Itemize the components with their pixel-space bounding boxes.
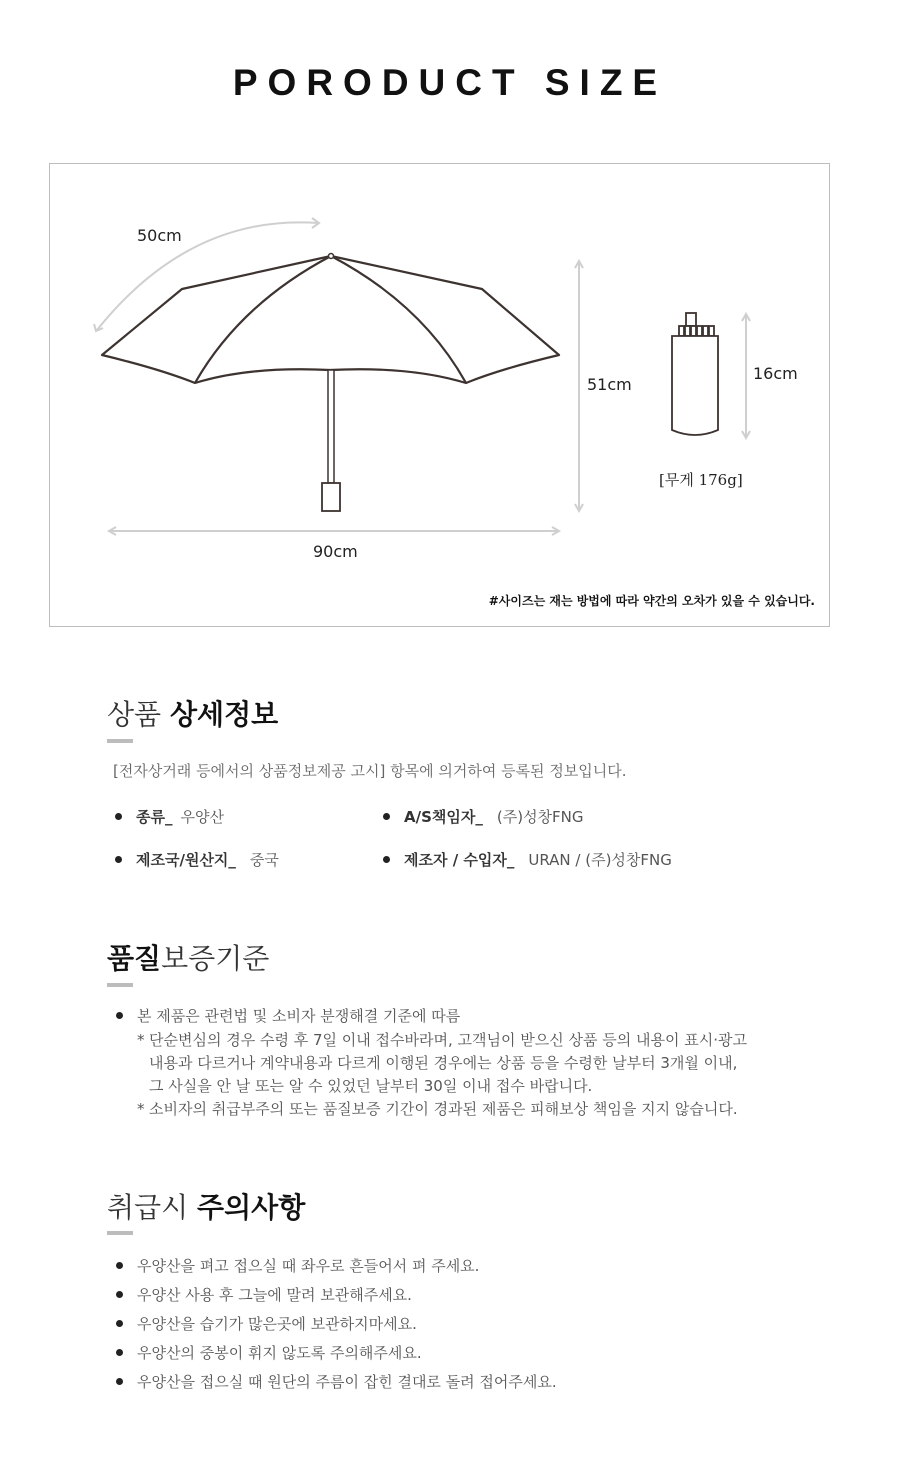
bullet-icon [383, 856, 390, 863]
section-title-detail: 상품 상세정보 [107, 698, 279, 731]
quality-note-cont: 내용과 다르거나 계약내용과 다르게 이행된 경우에는 상품 등을 수령한 날부터 3개월 이내, [149, 1054, 738, 1072]
umbrella-shaft [328, 370, 334, 483]
size-note: #사이즈는 재는 방법에 따라 약간의 오차가 있을 수 있습니다. [488, 594, 815, 608]
size-diagram [49, 163, 830, 627]
canopy-arc-arrow [97, 222, 318, 330]
bullet-icon [115, 856, 122, 863]
weight-label: [무게 176g] [659, 471, 743, 489]
umbrella-handle [322, 483, 340, 511]
caution-item: 우양산을 접으실 때 원단의 주름이 잡힌 결대로 돌려 접어주세요. [116, 1371, 557, 1392]
quality-note: * 소비자의 취급부주의 또는 품질보증 기간이 경과된 제품은 피해보상 책임을 지지 않습니다. [137, 1100, 738, 1118]
canopy-outline [102, 256, 559, 383]
canopy-top [329, 254, 334, 259]
quality-bullet: 본 제품은 관련법 및 소비자 분쟁해결 기준에 따름 [116, 1005, 460, 1026]
width-label: 90cm [313, 542, 358, 561]
quality-note-cont: 그 사실을 안 날 또는 알 수 있었던 날부터 30일 이내 접수 바랍니다. [149, 1077, 593, 1095]
caution-item: 우양산의 중봉이 휘지 않도록 주의해주세요. [116, 1342, 422, 1363]
bullet-icon [383, 813, 390, 820]
spec-item: 제조국/원산지_ 중국 [115, 849, 279, 870]
bullet-icon [116, 1378, 123, 1385]
bullet-icon [116, 1349, 123, 1356]
caution-item: 우양산 사용 후 그늘에 말려 보관해주세요. [116, 1284, 412, 1305]
caution-item: 우양산을 펴고 접으실 때 좌우로 흔들어서 펴 주세요. [116, 1255, 479, 1276]
folded-length-label: 16cm [753, 364, 798, 383]
detail-intro: [전자상거래 등에서의 상품정보제공 고시] 항목에 의거하여 등록된 정보입니다. [113, 762, 627, 780]
bullet-icon [116, 1320, 123, 1327]
bullet-icon [116, 1291, 123, 1298]
section-title-caution: 취급시 주의사항 [107, 1191, 306, 1224]
section-divider [107, 1231, 133, 1235]
caution-item: 우양산을 습기가 많은곳에 보관하지마세요. [116, 1313, 417, 1334]
spec-item: 종류_ 우양산 [115, 806, 224, 827]
page-title: PORODUCT SIZE [232, 62, 668, 103]
bullet-icon [116, 1262, 123, 1269]
bullet-icon [116, 1012, 123, 1019]
quality-note: * 단순변심의 경우 수령 후 7일 이내 접수바라며, 고객님이 받으신 상품 등의 내용이 표시·광고 [137, 1031, 747, 1049]
section-divider [107, 739, 133, 743]
canopy-rib [331, 256, 466, 383]
section-divider [107, 983, 133, 987]
section-title-quality: 품질보증기준 [107, 942, 270, 975]
height-label: 51cm [587, 375, 632, 394]
canopy-length-label: 50cm [137, 226, 182, 245]
spec-item: 제조자 / 수입자_ URAN / (주)성창FNG [383, 849, 672, 870]
spec-item: A/S책임자_ (주)성창FNG [383, 806, 584, 827]
folded-umbrella [672, 313, 718, 435]
bullet-icon [115, 813, 122, 820]
canopy-rib [195, 256, 331, 383]
